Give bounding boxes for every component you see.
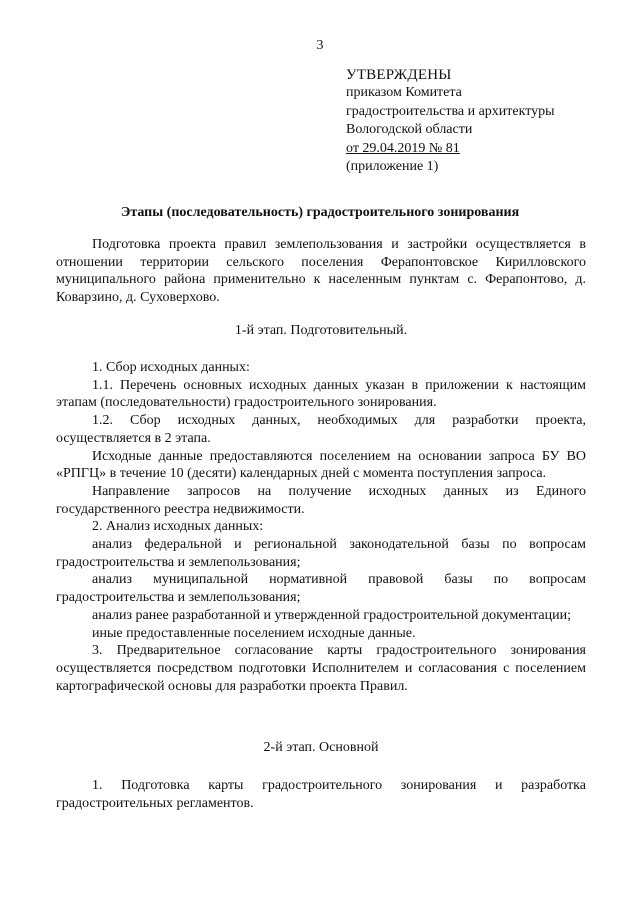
stage-1-block bbox=[56, 359, 586, 695]
intro-paragraph: Подготовка проекта правил землепользования и застройки осуществляется в отношении территории сельского поселения Ферапонтовское Кирилловского муниципального района применительно к населенным пунктам с. Ферапонтово, д. Коварзино, д. Суховерхово. bbox=[56, 237, 586, 306]
stage-1-item-2: 2. Анализ исходных данных: bbox=[92, 519, 264, 535]
stage-2-title: 2-й этап. Основной bbox=[263, 740, 379, 755]
approval-line-1: приказом Комитета bbox=[346, 85, 462, 101]
approval-title: УТВЕРЖДЕНЫ bbox=[346, 67, 452, 83]
stage-2-block bbox=[56, 777, 586, 812]
stage-1-other-data: иные предоставленные поселением исходные данные. bbox=[92, 625, 416, 641]
stage-1-analysis-federal: анализ федеральной и региональной законодательной базы по вопросам градостроительства и землепользования; bbox=[56, 537, 586, 570]
stage-1-requests: Направление запросов на получение исходных данных из Единого государственного реестра недвижимости. bbox=[56, 483, 586, 517]
stage-2-item-1: 1. Подготовка карты градостроительного зонирования и разработка градостроительных регламентов. bbox=[56, 778, 586, 811]
intro-block bbox=[56, 236, 586, 307]
stage-1-item-1-2: 1.2. Сбор исходных данных, необходимых для разработки проекта, осуществляется в 2 этапа. bbox=[56, 413, 586, 446]
stage-1-source-data: Исходные данные предоставляются поселением на основании запроса БУ ВО «РПГЦ» в течение 10 (десяти) календарных дней с момента поступления запроса. bbox=[56, 448, 586, 482]
stage-1-analysis-municipal: анализ муниципальной нормативной правовой базы по вопросам градостроительства и землепользования; bbox=[56, 572, 586, 606]
approval-block bbox=[346, 66, 606, 176]
stage-1-analysis-documentation: анализ ранее разработанной и утвержденной градостроительной документации; bbox=[92, 607, 571, 623]
approval-line-2: градостроительства и архитектуры bbox=[346, 103, 555, 119]
stage-1-item-1: 1. Сбор исходных данных: bbox=[92, 360, 250, 375]
stage-1-item-1-1: 1.1. Перечень основных исходных данных указан в приложении к настоящим этапам (последовательности) градостроительного зонирования. bbox=[56, 377, 586, 411]
stage-1-item-3: 3. Предварительное согласование карты градостроительного зонирования осуществляется посредством подготовки Исполнителем и согласования с поселением картографической основы для разработки проекта Правил. bbox=[56, 643, 586, 694]
approval-appendix: (приложение 1) bbox=[346, 159, 439, 175]
stage-2-title-block bbox=[56, 739, 586, 757]
approval-order-date: от 29.04.2019 № 81 bbox=[346, 140, 460, 156]
stage-1-title: 1-й этап. Подготовительный. bbox=[234, 323, 408, 338]
page-number: 3 bbox=[316, 38, 324, 53]
stage-1-title-block bbox=[56, 322, 586, 340]
document-heading: Этапы (последовательность) градостроительного зонирования bbox=[120, 205, 520, 220]
approval-line-3: Вологодской области bbox=[346, 122, 473, 138]
